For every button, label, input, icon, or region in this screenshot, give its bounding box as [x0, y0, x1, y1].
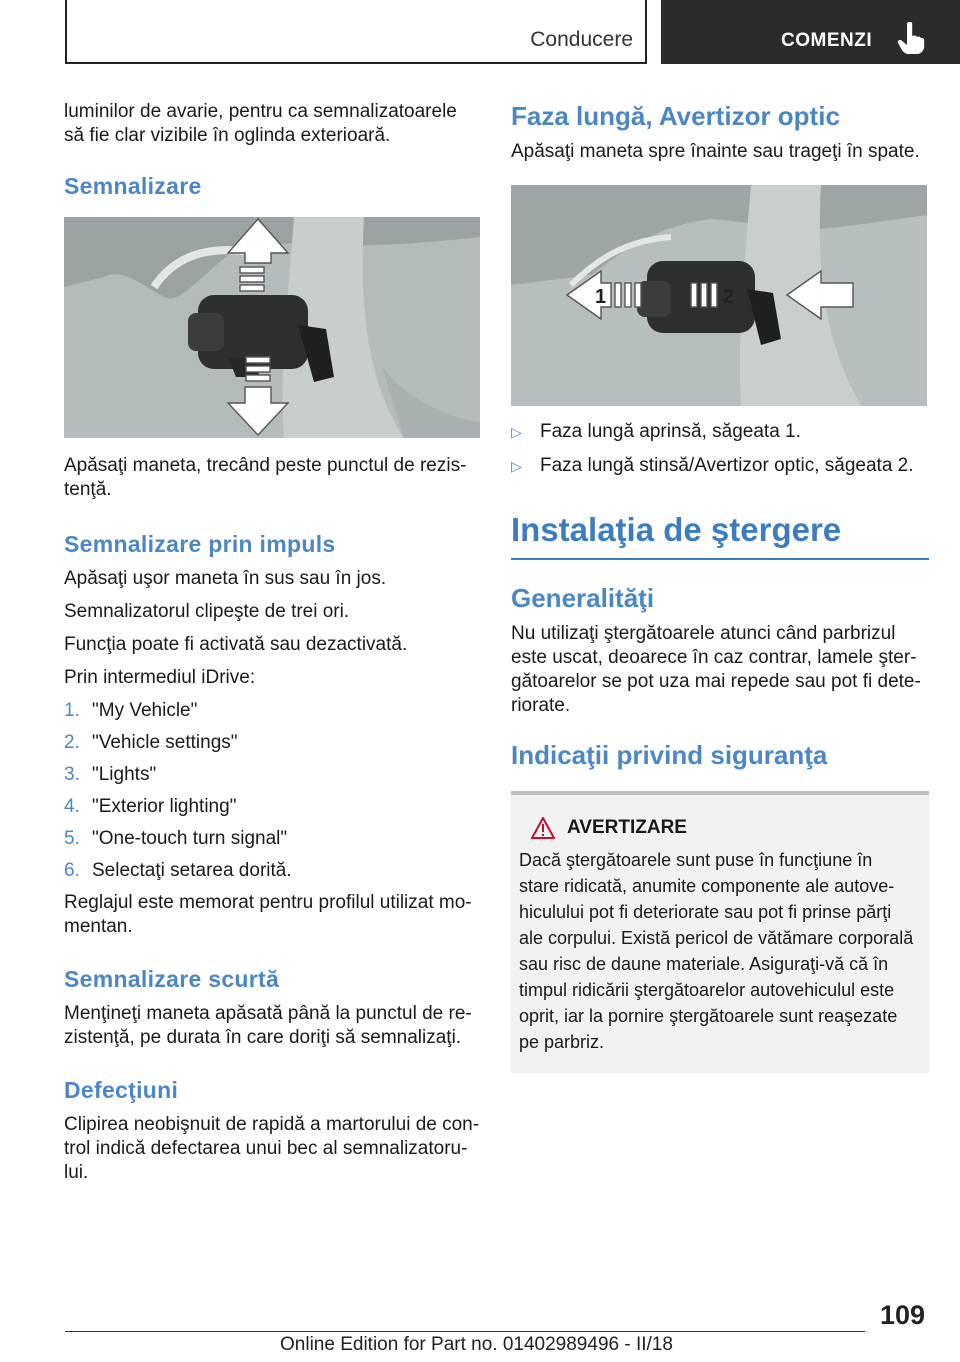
- triangle-bullet-icon: ▷: [511, 424, 522, 440]
- header-section-box: [65, 0, 647, 64]
- general-text: Nu utilizaţi ştergătoarele atunci când parbrizul este uscat, deoarece în caz contrar, lamele ştergătoarelor se pot uza mai repede sau pot fi deteriorate.: [511, 623, 921, 716]
- short-signal-text: Menţineţi maneta apăsată până la punctul de rezistenţă, pe durata în care doriţi să semnalizaţi.: [64, 1003, 472, 1048]
- list-item: 3. "Lights": [64, 764, 157, 785]
- list-item: 6. Selectaţi setarea dorită.: [64, 860, 292, 881]
- list-item: ▷ Faza lungă aprinsă, săgeata 1.: [511, 421, 801, 442]
- impulse-p2: Semnalizatorul clipeşte de trei ori.: [64, 601, 350, 622]
- header-chapter-title: COMENZI: [781, 30, 873, 51]
- warning-box: [511, 791, 929, 1073]
- arrow-label-1: 1: [595, 286, 607, 308]
- list-item: 5. "One-touch turn signal": [64, 828, 288, 849]
- warning-triangle-icon: [531, 817, 555, 839]
- heading-high-beam: Faza lungă, Avertizor optic: [511, 101, 840, 131]
- warning-title: AVERTIZARE: [567, 817, 687, 838]
- high-beam-text: Apăsaţi maneta spre înainte sau trageţi în spate.: [511, 141, 920, 162]
- list-item: 1. "My Vehicle": [64, 700, 198, 721]
- intro-paragraph: luminilor de avarie, pentru ca semnalizatoarele să fie clar vizibile în oglinda exterioară.: [64, 101, 457, 146]
- list-item: ▷ Faza lungă stinsă/Avertizor optic, săgeata 2.: [511, 455, 914, 476]
- list-item: 2. "Vehicle settings": [64, 732, 238, 753]
- footer-edition: Online Edition for Part no. 01402989496 - II/18: [280, 1334, 673, 1355]
- hand-pointer-icon: [897, 22, 925, 56]
- high-beam-figure: [511, 185, 927, 406]
- saved-text: Reglajul este memorat pentru profilul utilizat momentan.: [64, 892, 472, 937]
- turn-signal-illustration: [64, 217, 480, 438]
- heading-faults: Defecţiuni: [64, 1077, 179, 1103]
- triangle-bullet-icon: ▷: [511, 458, 522, 474]
- heading-short-signal: Semnalizare scurtă: [64, 966, 280, 992]
- impulse-p4: Prin intermediul iDrive:: [64, 667, 256, 688]
- heading-wiper-system: Instalaţia de ştergere: [511, 508, 929, 560]
- impulse-p3: Funcţia poate fi activată sau dezactivată.: [64, 634, 408, 655]
- heading-general: Generalităţi: [511, 583, 655, 613]
- right-column: [511, 100, 929, 1073]
- impulse-p1: Apăsaţi uşor maneta în sus sau în jos.: [64, 568, 387, 589]
- list-item: 4. "Exterior lighting": [64, 796, 237, 817]
- header-section-title: Conducere: [530, 28, 633, 51]
- heading-safety: Indicaţii privind siguranţa: [511, 740, 828, 770]
- signal-text: Apăsaţi maneta, trecând peste punctul de rezistenţă.: [64, 455, 467, 500]
- page-number: 109: [880, 1300, 926, 1330]
- heading-impulse: Semnalizare prin impuls: [64, 531, 336, 557]
- faults-text: Clipirea neobişnuit de rapidă a martorului de control indică defectarea unui bec al semnalizatorului.: [64, 1114, 480, 1183]
- warning-text: Dacă ştergătoarele sunt puse în funcţiune în stare ridicată, anumite componente ale autovehiculului pot fi deteriorate sau pot fi prinse părţi ale corpului. Există pericol de vătămare corporală sau risc de daune materiale. Asiguraţi-vă că în timpul ridicării ştergătoarelor autovehiculul este oprit, iar la pornire ştergătoarele sunt reaşezate pe parbriz.: [519, 850, 914, 1052]
- arrow-label-2: 2: [723, 286, 735, 308]
- heading-signal: Semnalizare: [64, 173, 202, 199]
- high-beam-illustration: [511, 185, 927, 406]
- left-column: [64, 100, 482, 1194]
- footer-divider: [65, 1331, 865, 1332]
- high-beam-bullets: [511, 420, 929, 478]
- turn-signal-figure: [64, 217, 480, 438]
- idrive-steps: [64, 699, 482, 883]
- header-chapter-box: [661, 0, 960, 64]
